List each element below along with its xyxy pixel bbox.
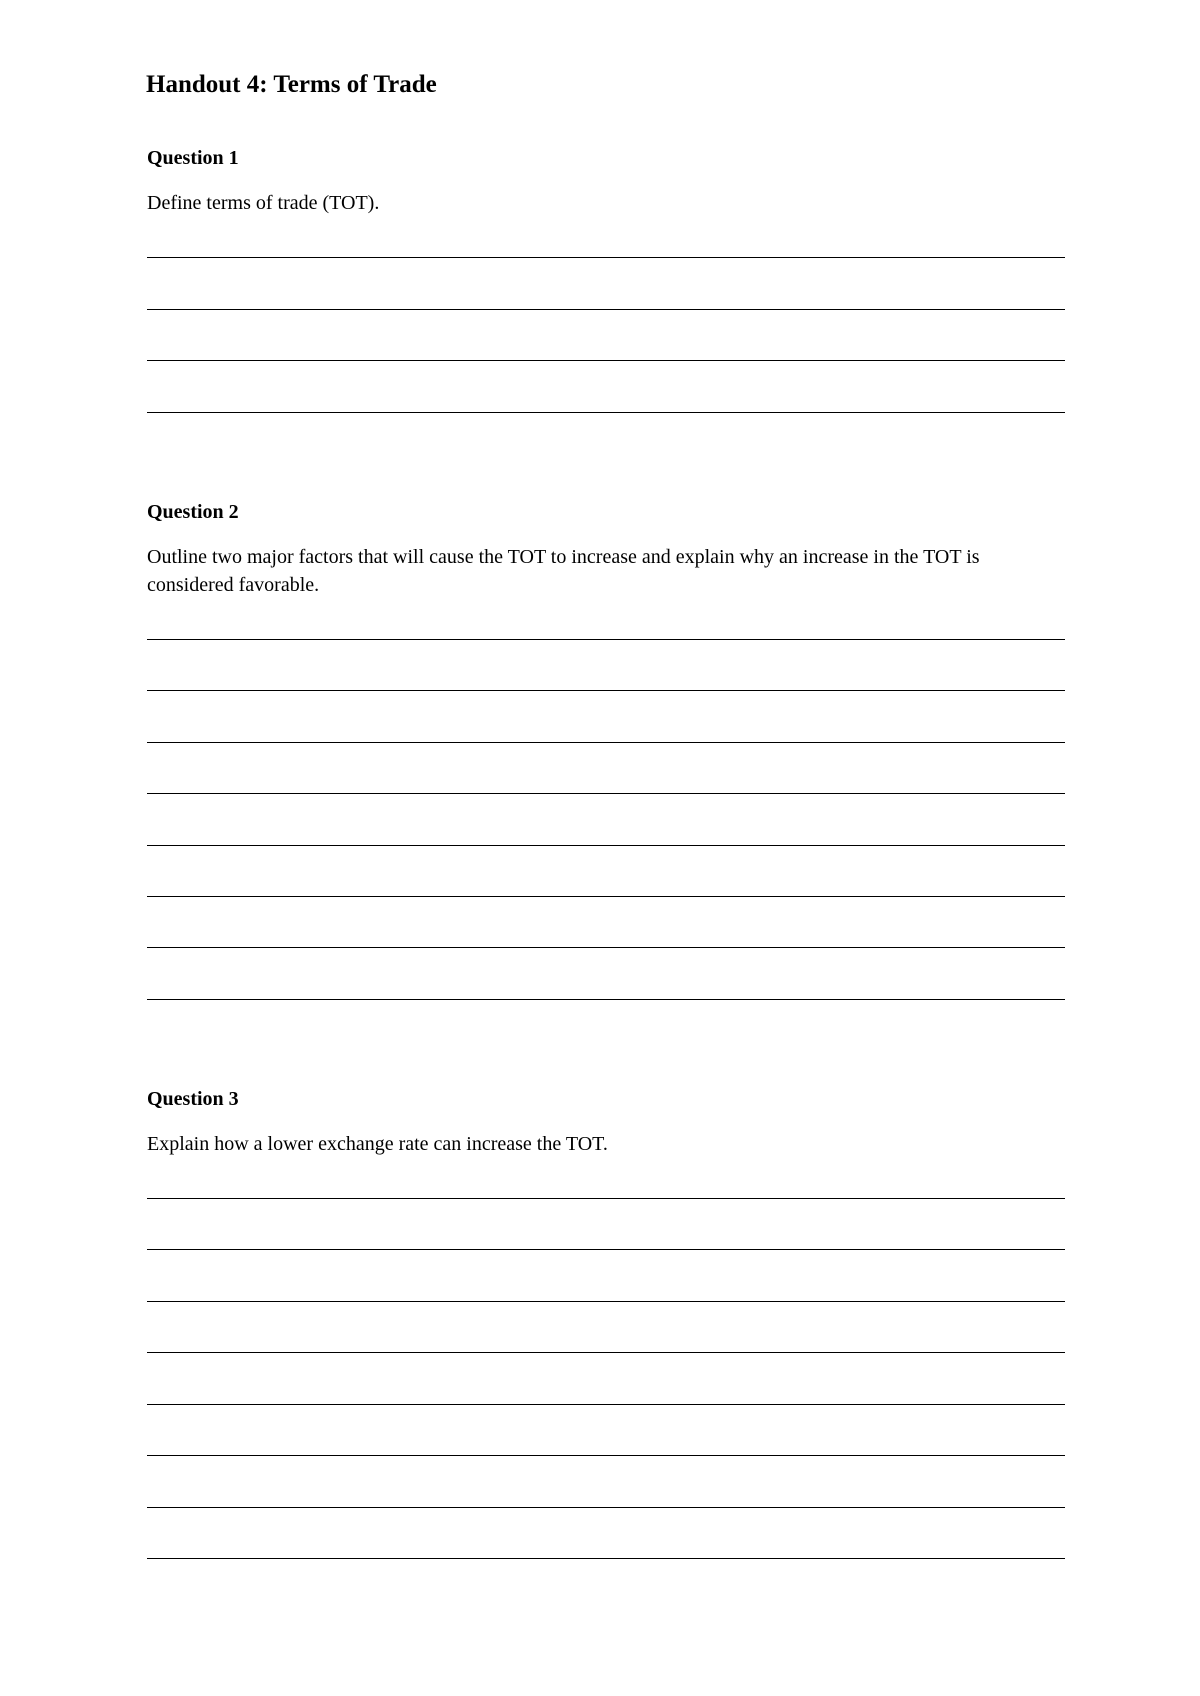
- question-3-answer-line[interactable]: [147, 1301, 1065, 1302]
- question-2-answer-line[interactable]: [147, 999, 1065, 1000]
- page-title: Handout 4: Terms of Trade: [146, 71, 437, 98]
- question-1-answer-line[interactable]: [147, 360, 1065, 361]
- question-3-heading: Question 3: [147, 1088, 239, 1110]
- question-3-answer-line[interactable]: [147, 1558, 1065, 1559]
- question-2-answer-line[interactable]: [147, 845, 1065, 846]
- question-2-answer-line[interactable]: [147, 639, 1065, 640]
- question-3-answer-line[interactable]: [147, 1249, 1065, 1250]
- question-2-answer-line[interactable]: [147, 947, 1065, 948]
- question-1-answer-line[interactable]: [147, 309, 1065, 310]
- question-2-answer-line[interactable]: [147, 793, 1065, 794]
- question-2-answer-line[interactable]: [147, 742, 1065, 743]
- question-3-answer-line[interactable]: [147, 1455, 1065, 1456]
- question-3-answer-line[interactable]: [147, 1352, 1065, 1353]
- question-2-heading: Question 2: [147, 501, 239, 523]
- question-1-prompt: Define terms of trade (TOT).: [147, 192, 380, 214]
- question-2-answer-line[interactable]: [147, 690, 1065, 691]
- question-3-prompt: Explain how a lower exchange rate can increase the TOT.: [147, 1133, 608, 1155]
- question-1-heading: Question 1: [147, 147, 239, 169]
- question-1-answer-line[interactable]: [147, 412, 1065, 413]
- question-3-answer-line[interactable]: [147, 1507, 1065, 1508]
- question-2-prompt: Outline two major factors that will cause the TOT to increase and explain why an increase in the TOT is considered favorable.: [147, 546, 980, 596]
- question-2-answer-line[interactable]: [147, 896, 1065, 897]
- question-3-answer-line[interactable]: [147, 1198, 1065, 1199]
- question-1-answer-line[interactable]: [147, 257, 1065, 258]
- question-3-answer-line[interactable]: [147, 1404, 1065, 1405]
